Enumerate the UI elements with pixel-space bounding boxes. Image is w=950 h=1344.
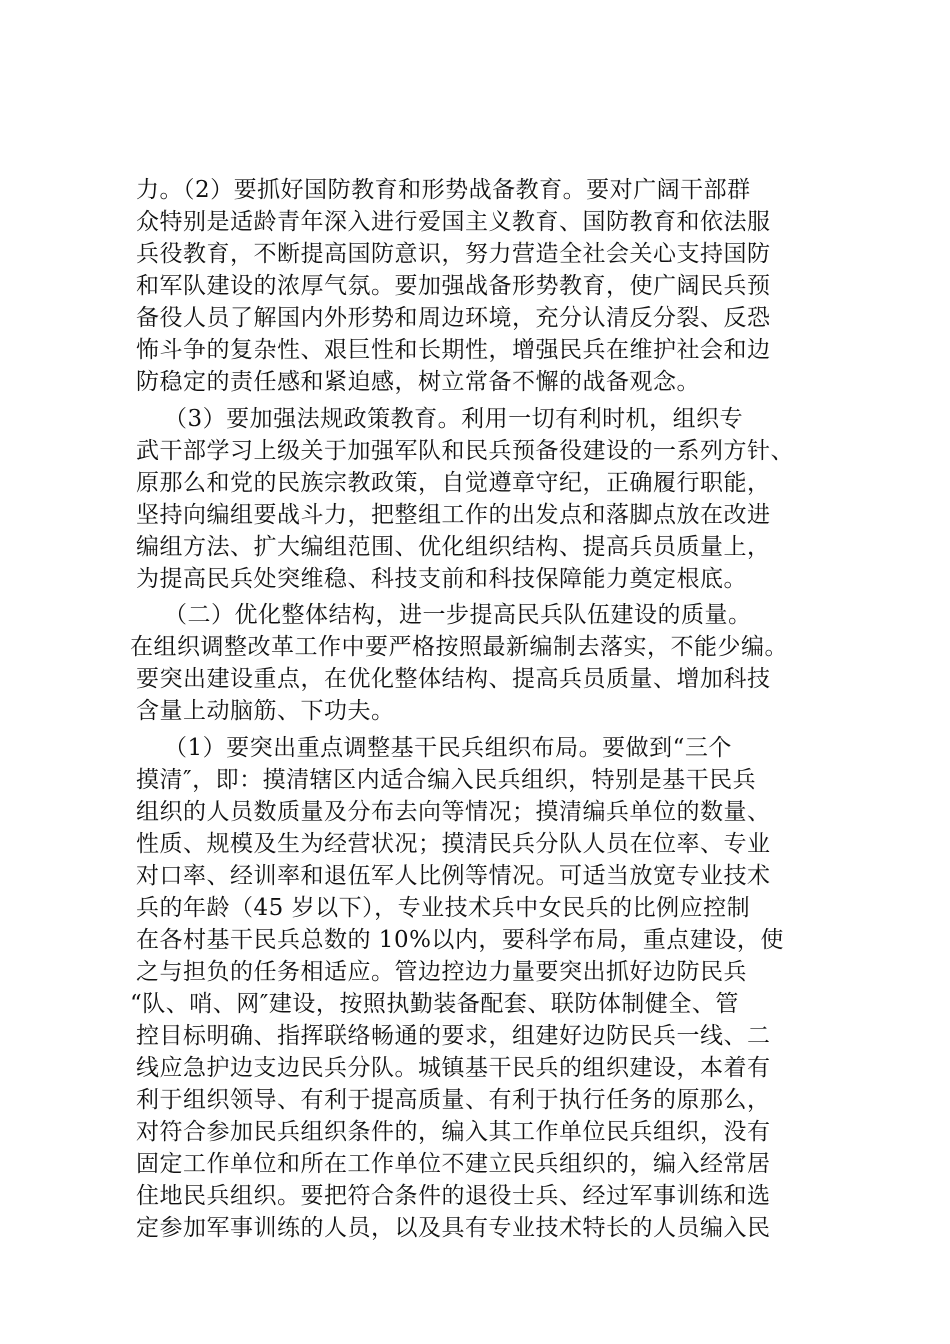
text-line: 备役人员了解国内外形势和周边环境，充分认清反分裂、反恐 — [136, 305, 771, 331]
text-line: 之与担负的任务相适应。管边控边力量要突出抓好边防民兵 — [136, 958, 747, 985]
paragraph-first-line: （1）要突出重点调整基干民兵组织布局。要做到“三个 — [164, 734, 732, 761]
text-line: 对符合参加民兵组织条件的，编入其工作单位民兵组织，没有 — [136, 1118, 771, 1145]
text-line: 对口率、经训率和退伍军人比例等情况。可适当放宽专业技术 — [136, 862, 771, 889]
paragraph-first-line: （3）要加强法规政策教育。利用一切有利时机，组织专 — [164, 405, 744, 432]
text-line: 在各村基干民兵总数的 10%以内，要科学布局，重点建设，使 — [136, 926, 784, 953]
text-line: 利于组织领导、有利于提高质量、有利于执行任务的原那么， — [136, 1086, 771, 1113]
text-line: 坚持向编组要战斗力，把整组工作的出发点和落脚点放在改进 — [136, 501, 771, 528]
text-line: 定参加军事训练的人员，以及具有专业技术特长的人员编入民 — [136, 1214, 771, 1241]
text-line: 住地民兵组织。要把符合条件的退役士兵、经过军事训练和选 — [136, 1182, 771, 1209]
document-body-text — [130, 174, 836, 1244]
text-line: 怖斗争的复杂性、艰巨性和长期性，增强民兵在维护社会和边 — [136, 337, 771, 363]
text-line: 原那么和党的民族宗教政策，自觉遵章守纪，正确履行职能， — [136, 469, 771, 496]
text-line: “队、哨、网″建设，按照执勤装备配套、联防体制健全、管 — [130, 990, 739, 1017]
text-line: 摸清″，即：摸清辖区内适合编入民兵组织，特别是基干民兵 — [136, 766, 757, 793]
text-line: 含量上动脑筋、下功夫。 — [136, 698, 395, 724]
text-line: 控目标明确、指挥联络畅通的要求，组建好边防民兵一线、二 — [136, 1022, 771, 1049]
text-line: 为提高民兵处突维稳、科技支前和科技保障能力奠定根底。 — [136, 565, 747, 592]
text-line: 组织的人员数质量及分布去向等情况；摸清编兵单位的数量、 — [136, 798, 771, 825]
text-line: 众特别是适龄青年深入进行爱国主义教育、国防教育和依法服 — [136, 209, 771, 235]
text-line: 线应急护边支边民兵分队。城镇基干民兵的组织建设，本着有 — [136, 1054, 771, 1081]
text-line: 性质、规模及生为经营状况；摸清民兵分队人员在位率、专业 — [136, 830, 771, 857]
paragraph-first-line: （二）优化整体结构，进一步提高民兵队伍建设的质量。 — [164, 602, 752, 628]
text-line: 固定工作单位和所在工作单位不建立民兵组织的，编入经常居 — [136, 1150, 771, 1177]
text-line: 兵的年龄（45 岁以下），专业技术兵中女民兵的比例应控制 — [136, 894, 751, 921]
text-line: 防稳定的责任感和紧迫感，树立常备不懈的战备观念。 — [136, 369, 700, 395]
text-line: 力。（2）要抓好国防教育和形势战备教育。要对广阔干部群 — [136, 177, 751, 203]
text-line: 要突出建设重点，在优化整体结构、提高兵员质量、增加科技 — [136, 666, 771, 692]
text-line: 兵役教育，不断提高国防意识，努力营造全社会关心支持国防 — [136, 241, 771, 267]
text-line: 武干部学习上级关于加强军队和民兵预备役建设的一系列方针、 — [136, 437, 794, 464]
text-line: 和军队建设的浓厚气氛。要加强战备形势教育，使广阔民兵预 — [136, 273, 771, 299]
text-line: 编组方法、扩大编组范围、优化组织结构、提高兵员质量上， — [136, 533, 771, 560]
text-line: 在组织调整改革工作中要严格按照最新编制去落实，不能少编。 — [130, 634, 788, 660]
